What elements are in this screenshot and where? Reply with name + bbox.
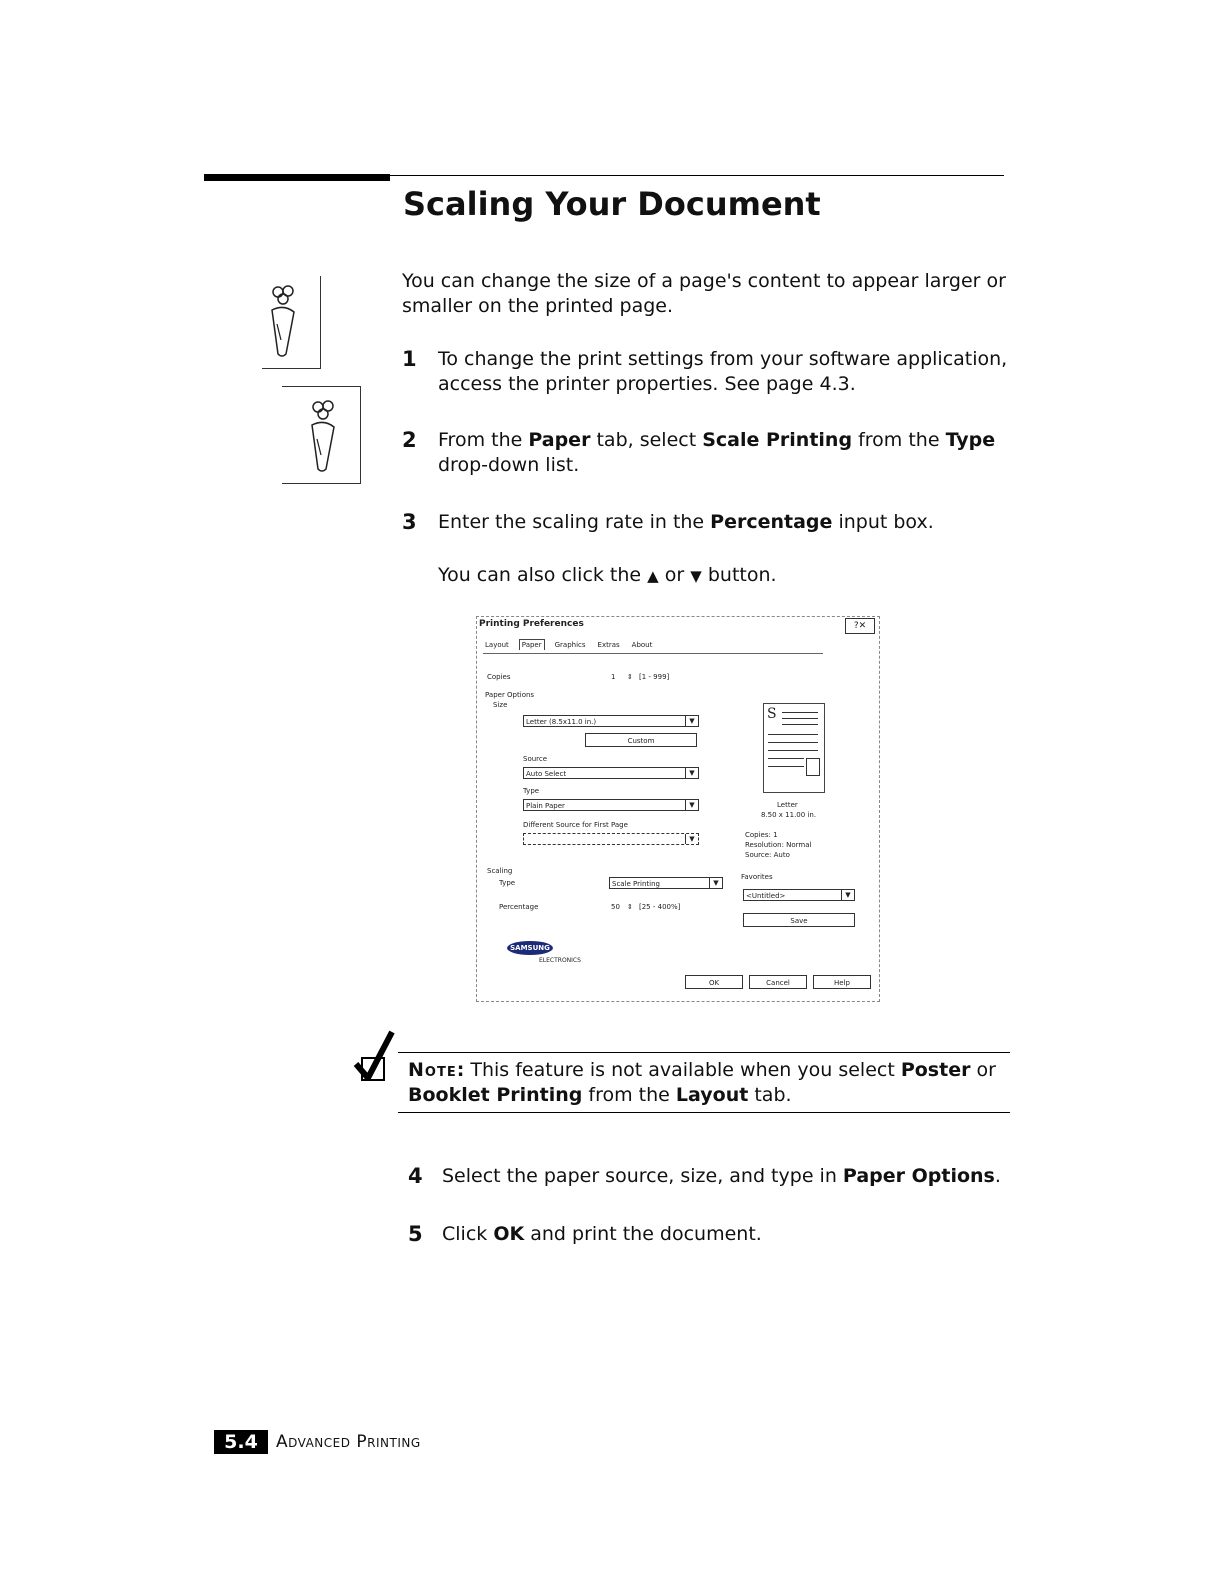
logo-subtitle: ELECTRONICS [539, 957, 581, 964]
tab-extras[interactable]: Extras [597, 641, 620, 649]
info-resolution: Resolution: Normal [745, 841, 812, 849]
down-arrow-icon: ▼ [690, 566, 702, 585]
preview-caption-dimensions: 8.50 x 11.00 in. [761, 811, 817, 819]
step-1 [402, 347, 1022, 399]
step-text: From the Paper tab, select Scale Printing from the Type drop-down list. [438, 429, 996, 476]
step-2 [402, 428, 1022, 480]
header-rule-thin [390, 175, 1004, 176]
type-label: Type [523, 787, 540, 795]
page-number-badge: 5.4 [214, 1430, 268, 1454]
preview-letter: S [767, 706, 777, 722]
step-3 [402, 510, 1022, 536]
note-rule-top [398, 1052, 1010, 1053]
up-arrow-icon: ▲ [647, 566, 659, 585]
step-number: 4 [408, 1164, 423, 1188]
page-number-icon [806, 758, 820, 776]
note-label: Note [408, 1059, 457, 1081]
header-rule-thick [204, 174, 390, 181]
preview-caption-size: Letter [777, 801, 798, 809]
arrow-buttons-hint: You can also click the ▲ or ▼ button. [438, 564, 777, 586]
step-text: Enter the scaling rate in the Percentage input box. [438, 511, 934, 533]
copies-input[interactable]: 1 [611, 673, 616, 681]
percentage-spin-icon[interactable]: ⇕ [627, 903, 633, 911]
tab-graphics[interactable]: Graphics [554, 641, 586, 649]
type-select[interactable]: Plain Paper ▼ [523, 799, 699, 811]
carrot-icon [264, 284, 304, 360]
tab-paper[interactable]: Paper [519, 639, 545, 650]
step-text: Click OK and print the document. [442, 1223, 762, 1245]
section-label: Advanced Printing [276, 1432, 421, 1452]
favorites-select[interactable]: <Untitled> ▼ [743, 889, 855, 901]
copies-label: Copies [487, 673, 511, 681]
copies-spin-icon[interactable]: ⇕ [627, 673, 633, 681]
size-label: Size [493, 701, 508, 709]
cancel-button[interactable]: Cancel [749, 975, 807, 989]
percentage-input[interactable]: 50 [611, 903, 620, 911]
chevron-down-icon: ▼ [709, 878, 722, 888]
note-rule-bottom [398, 1112, 1010, 1113]
chevron-down-icon: ▼ [685, 768, 698, 778]
note-text: Note: This feature is not available when you select Poster or Booklet Printing from the Layout tab. [408, 1059, 996, 1106]
info-source: Source: Auto [745, 851, 790, 859]
step-text: To change the print settings from your software application, access the printer properties. See page 4.3. [438, 348, 1008, 395]
step-number: 5 [408, 1222, 423, 1246]
paper-options-label: Paper Options [485, 691, 535, 699]
step-number: 1 [402, 347, 417, 371]
page-preview [763, 703, 825, 793]
chevron-down-icon: ▼ [685, 834, 698, 844]
intro-paragraph: You can change the size of a page's content to appear larger or smaller on the printed page. [402, 270, 1006, 317]
step-text: Select the paper source, size, and type in Paper Options. [442, 1165, 1001, 1187]
chevron-down-icon: ▼ [841, 890, 854, 900]
first-page-source-select[interactable] [523, 833, 699, 845]
margin-icon-box-1 [262, 276, 321, 369]
tab-about[interactable]: About [631, 641, 653, 649]
percentage-range: [25 - 400%] [639, 903, 681, 911]
save-button[interactable]: Save [743, 913, 855, 927]
dialog-title: Printing Preferences [479, 619, 584, 629]
ok-button[interactable]: OK [685, 975, 743, 989]
dialog-title-buttons[interactable]: ?✕ [845, 618, 875, 634]
margin-icon-box-2 [282, 386, 361, 484]
step-number: 2 [402, 428, 417, 452]
step-5 [408, 1222, 1018, 1248]
copies-range: [1 - 999] [639, 673, 670, 681]
chevron-down-icon: ▼ [685, 716, 698, 726]
custom-button[interactable]: Custom [585, 733, 697, 747]
first-page-source-label: Different Source for First Page [523, 821, 628, 829]
help-button[interactable]: Help [813, 975, 871, 989]
carrot-icon [304, 399, 344, 475]
printing-preferences-dialog [476, 616, 880, 1002]
dialog-tabs [483, 639, 823, 654]
scaling-type-label: Type [499, 879, 516, 887]
step-4 [408, 1164, 1018, 1190]
scaling-label: Scaling [487, 867, 513, 875]
tab-layout[interactable]: Layout [485, 641, 509, 649]
source-select[interactable]: Auto Select ▼ [523, 767, 699, 779]
percentage-label: Percentage [499, 903, 539, 911]
info-copies: Copies: 1 [745, 831, 778, 839]
checkmark-note-icon [352, 1028, 398, 1084]
size-select[interactable]: Letter (8.5x11.0 in.) ▼ [523, 715, 699, 727]
favorites-label: Favorites [741, 873, 773, 881]
scaling-type-select[interactable]: Scale Printing ▼ [609, 877, 723, 889]
source-label: Source [523, 755, 548, 763]
samsung-logo: SAMSUNG [507, 941, 553, 955]
chevron-down-icon: ▼ [685, 800, 698, 810]
page-title: Scaling Your Document [403, 185, 821, 223]
step-number: 3 [402, 510, 417, 534]
